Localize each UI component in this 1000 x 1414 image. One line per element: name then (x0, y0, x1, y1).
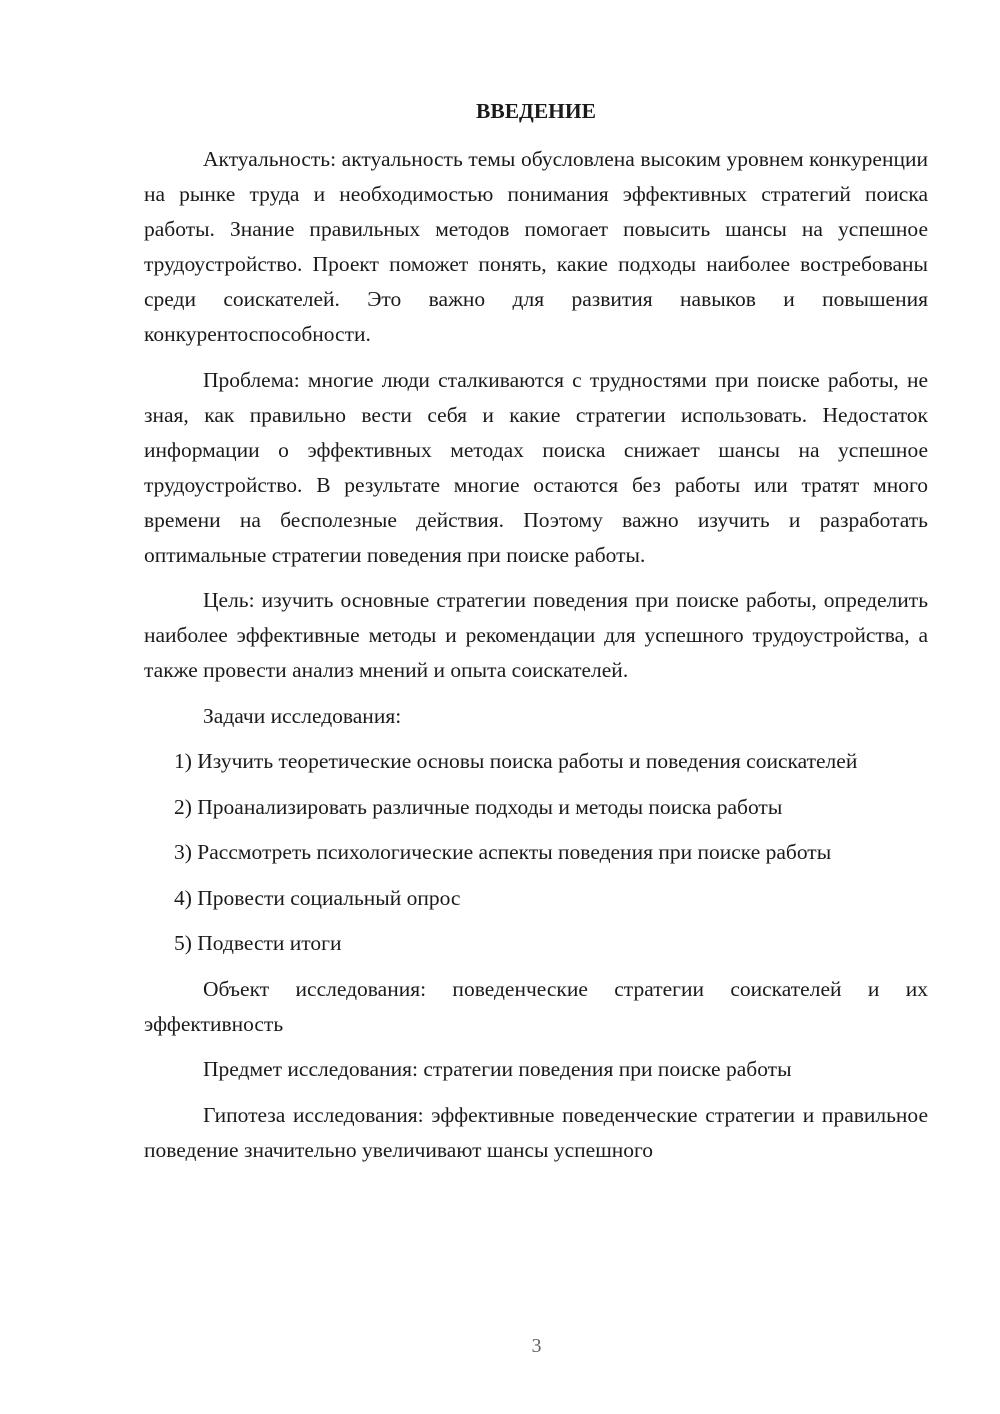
paragraph-tasks-intro: Задачи исследования: (203, 703, 402, 728)
task-item-2: 2) Проанализировать различные подходы и методы поиска работы (174, 794, 783, 819)
task-item-4: 4) Провести социальный опрос (174, 885, 461, 910)
paragraph-object: Объект исследования: поведенческие стратегии соискателей и их эффективность (144, 976, 928, 1036)
document-body (144, 142, 928, 1168)
paragraph-problem: Проблема: многие люди сталкиваются с трудностями при поиске работы, не зная, как правильно вести себя и какие стратегии использовать. Недостаток информации о эффективных методах поиска снижает шансы на успешное трудоустройство. В результате многие остаются без работы или тратят много времени на бесполезные действия. Поэтому важно изучить и разработать оптимальные стратегии поведения при поиске работы. (144, 367, 928, 567)
section-heading: ВВЕДЕНИЕ (476, 99, 596, 123)
task-item-1: 1) Изучить теоретические основы поиска работы и поведения соискателей (174, 749, 858, 773)
task-item-3: 3) Рассмотреть психологические аспекты поведения при поиске работы (174, 840, 832, 864)
paragraph-subject: Предмет исследования: стратегии поведения при поиске работы (203, 1057, 792, 1081)
task-item-5: 5) Подвести итоги (174, 931, 342, 955)
page-number: 3 (531, 1335, 542, 1357)
paragraph-hypothesis: Гипотеза исследования: эффективные поведенческие стратегии и правильное поведение значительно увеличивают шансы успешного (144, 1102, 928, 1162)
paragraph-goal: Цель: изучить основные стратегии поведения при поиске работы, определить наиболее эффективные методы и рекомендации для успешного трудоустройства, а также провести анализ мнений и опыта соискателей. (144, 588, 928, 682)
paragraph-relevance: Актуальность: актуальность темы обусловлена высоким уровнем конкуренции на рынке труда и необходимостью понимания эффективных стратегий поиска работы. Знание правильных методов помогает повысить шансы на успешное трудоустройство. Проект поможет понять, какие подходы наиболее востребованы среди соискателей. Это важно для развития навыков и повышения конкурентоспособности. (144, 147, 928, 346)
